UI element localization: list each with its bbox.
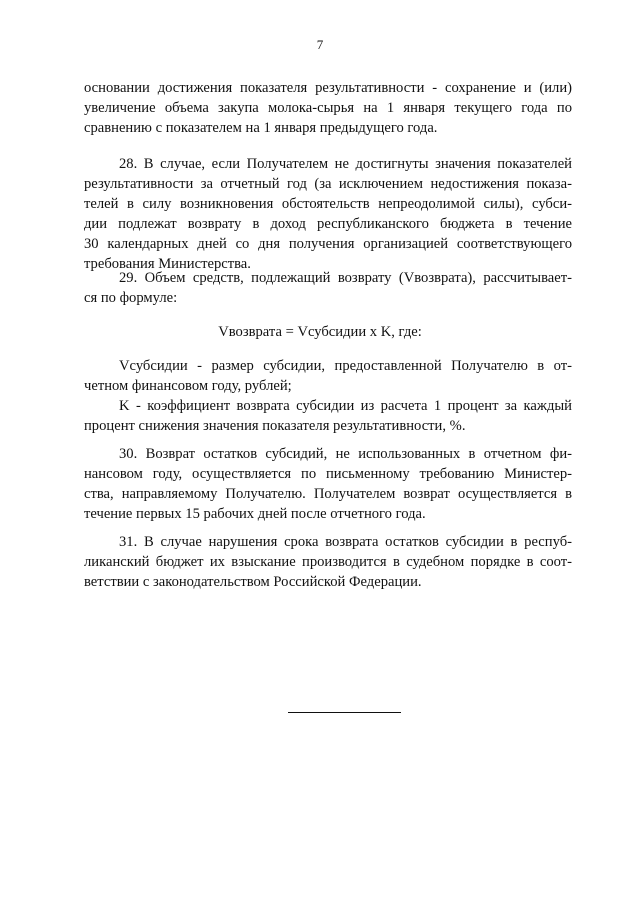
text-line: ветствии с законодательством Российской Федерации. bbox=[84, 574, 422, 590]
formula: Vвозврата = Vсубсидии x K, где: bbox=[218, 324, 422, 340]
text-line: телей в силу возникновения обстоятельств непреодолимой силы), субси- bbox=[84, 196, 572, 212]
text-line: ся по формуле: bbox=[84, 290, 178, 306]
text-line: ства, направляемому Получателю. Получателем возврат осуществляется в bbox=[84, 486, 572, 502]
text-line: 29. Объем средств, подлежащий возврату (Vвозврата), рассчитывает- bbox=[119, 270, 572, 286]
text-line: процент снижения значения показателя результативности, %. bbox=[84, 418, 466, 434]
text-line: 31. В случае нарушения срока возврата остатков субсидии в респуб- bbox=[119, 534, 572, 550]
text-line: увеличение объема закупа молока-сырья на 1 января текущего года по bbox=[84, 100, 572, 116]
text-line: 30. Возврат остатков субсидий, не использованных в отчетном фи- bbox=[119, 446, 572, 462]
text-line: четном финансовом году, рублей; bbox=[84, 378, 292, 394]
text-line: течение первых 15 рабочих дней после отчетного года. bbox=[84, 506, 426, 522]
text-line: ликанский бюджет их взыскание производится в судебном порядке в соот- bbox=[84, 554, 572, 570]
text-line: K - коэффициент возврата субсидии из расчета 1 процент за каждый bbox=[119, 398, 572, 414]
text-line: основании достижения показателя результативности - сохранение и (или) bbox=[84, 80, 572, 96]
text-line: Vсубсидии - размер субсидии, предоставленной Получателю в от- bbox=[119, 358, 572, 374]
closing-rule bbox=[288, 712, 401, 713]
text-line: сравнению с показателем на 1 января предыдущего года. bbox=[84, 120, 438, 136]
page-number: 7 bbox=[316, 37, 324, 52]
text-line: дии подлежат возврату в доход республиканского бюджета в течение bbox=[84, 216, 572, 232]
text-line: требования Министерства. bbox=[84, 256, 251, 272]
text-line: 30 календарных дней со дня получения организацией соответствующего bbox=[84, 236, 572, 252]
text-line: 28. В случае, если Получателем не достигнуты значения показателей bbox=[119, 156, 572, 172]
text-line: нансовом году, осуществляется по письменному требованию Министер- bbox=[84, 466, 572, 482]
text-line: результативности за отчетный год (за исключением недостижения показа- bbox=[84, 176, 572, 192]
